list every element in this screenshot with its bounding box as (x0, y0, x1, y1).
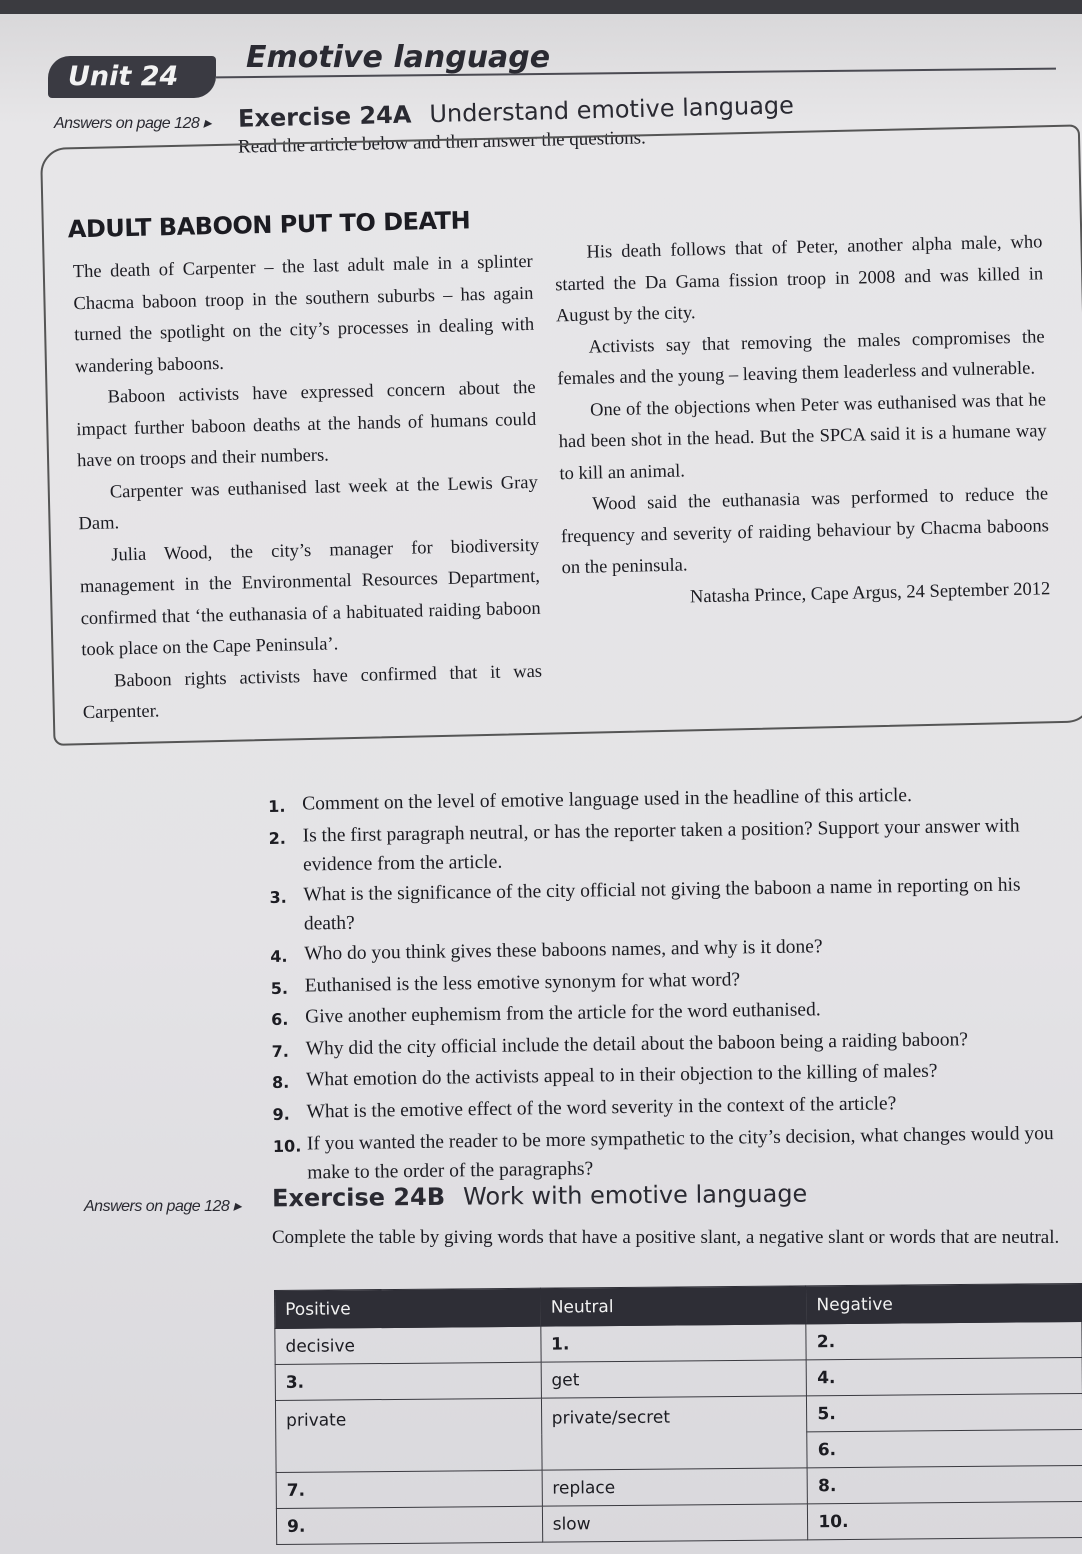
column-header-negative: Negative (806, 1283, 1082, 1323)
article-paragraph: Carpenter was euthanised last week at the Lewis Gray Dam. (78, 472, 538, 535)
question-number: 8. (271, 1073, 290, 1093)
question-text: If you wanted the reader to be more sympathetic to the city’s decision, what changes would you make to the order of the paragraphs? (306, 1122, 1054, 1184)
table-cell: private/secret (541, 1396, 807, 1470)
exercise-a-instruction: Read the article below and then answer the questions. (237, 127, 647, 158)
question-number: 7. (271, 1041, 289, 1061)
question-text: Give another euphemism from the article for the word euthanised. (305, 999, 821, 1028)
table-row (276, 1501, 1082, 1544)
question-number: 4. (270, 946, 288, 966)
article-source: Natasha Prince, Cape Argus, 24 September 2012 (689, 578, 1051, 607)
question-number: 3. (269, 887, 287, 907)
table-cell: 1. (540, 1324, 806, 1362)
exercise-a-heading (238, 91, 794, 133)
article-paragraph: His death follows that of Peter, another alpha male, who started the Da Gama fission troop in 2008 and was killed in August by the city. (555, 232, 1044, 327)
table-cell: 9. (276, 1506, 542, 1544)
question-text: Is the first paragraph neutral, or has the reporter taken a position? Support your answer with evidence from the article. (302, 815, 1020, 876)
table-cell: 7. (276, 1470, 542, 1508)
article-paragraph: Julia Wood, the city’s manager for biodiversity management in the Environmental Resources Department, confirmed that ‘the euthanasia of a habituated raiding baboon took place on the Cape Peninsula’. (79, 535, 541, 661)
question-text: Who do you think gives these baboons names, and why is it done? (304, 936, 823, 965)
table-cell: slow (542, 1504, 808, 1542)
exercise-a-number: Exercise 24A (237, 100, 412, 133)
question-text: What is the emotive effect of the word severity in the context of the article? (306, 1093, 897, 1123)
table-cell: 3. (275, 1362, 541, 1400)
article-paragraph: The death of Carpenter – the last adult male in a splinter Chacma baboon troop in the southern suburbs – has again turned the spotlight on the city’s processes in dealing with wandering baboons. (72, 251, 535, 377)
question-text: What is the significance of the city official not giving the baboon a name in reporting on his death? (303, 874, 1021, 935)
unit-badge: Unit 24 (48, 56, 216, 98)
article-paragraph: Baboon activists have expressed concern about the impact further baboon deaths at the hands of humans could have on troops and their numbers. (76, 377, 537, 472)
article-paragraph: Activists say that removing the males compromises the females and the young – leaving them leaderless and vulnerable. (557, 326, 1045, 390)
word-slant-table (274, 1283, 1082, 1545)
article-paragraph: Baboon rights activists have confirmed that it was Carpenter. (82, 661, 543, 724)
exercise-b-title: Work with emotive language (462, 1179, 808, 1211)
table-cell: 10. (808, 1501, 1082, 1539)
table-cell: get (541, 1360, 807, 1398)
question-number: 9. (272, 1104, 290, 1124)
column-header-neutral: Neutral (540, 1286, 806, 1326)
exercise-a-answers-note: Answers on page 128 ▸ (54, 115, 211, 132)
question-item (269, 870, 1060, 940)
question-text: Comment on the level of emotive language used in the headline of this article. (302, 785, 913, 815)
table-cell: private (275, 1398, 541, 1472)
table-cell: replace (542, 1468, 808, 1506)
exercise-b-heading (272, 1180, 807, 1213)
question-text: Why did the city official include the detail about the baboon being a raiding baboon? (305, 1029, 969, 1060)
article-left-column (72, 247, 543, 730)
exercise-a-title: Understand emotive language (429, 91, 795, 129)
question-list (268, 779, 1063, 1189)
question-number: 10. (272, 1136, 302, 1156)
article-box (40, 124, 1082, 745)
table-cell: 6. (807, 1429, 1082, 1467)
table-cell: decisive (275, 1326, 541, 1364)
exercise-b-answers-note: Answers on page 128 ▸ (84, 1198, 241, 1215)
question-number: 1. (268, 796, 286, 816)
article-paragraph: Wood said the euthanasia was performed to reduce the frequency and severity of raiding behaviour by Chacma baboons on the peninsula. (560, 484, 1050, 579)
question-text: Euthanised is the less emotive synonym for what word? (304, 968, 741, 997)
question-text: What emotion do the activists appeal to in their objection to the killing of males? (305, 1061, 938, 1091)
top-shadow-bar (0, 0, 1082, 14)
question-number: 6. (271, 1009, 289, 1030)
table-cell: 5. (807, 1393, 1082, 1431)
exercise-b-number: Exercise 24B (271, 1182, 446, 1213)
table-cell: 4. (806, 1357, 1082, 1395)
question-number: 2. (268, 828, 287, 848)
exercise-b-instruction: Complete the table by giving words that have a positive slant, a negative slant or words that are neutral. (272, 1227, 1060, 1248)
column-header-positive: Positive (275, 1288, 541, 1328)
unit-title: Emotive language (246, 40, 551, 75)
article-paragraph: One of the objections when Peter was euthanised was that he had been shot in the head. But the SPCA said it is a humane way to kill an animal. (558, 389, 1047, 484)
article-headline: ADULT BABOON PUT TO DEATH (67, 206, 471, 244)
table-cell: 8. (807, 1465, 1082, 1503)
question-item (273, 1118, 1064, 1188)
question-item (268, 811, 1059, 881)
table-cell: 2. (806, 1321, 1082, 1359)
question-number: 5. (270, 978, 289, 998)
article-right-column (554, 227, 1050, 616)
